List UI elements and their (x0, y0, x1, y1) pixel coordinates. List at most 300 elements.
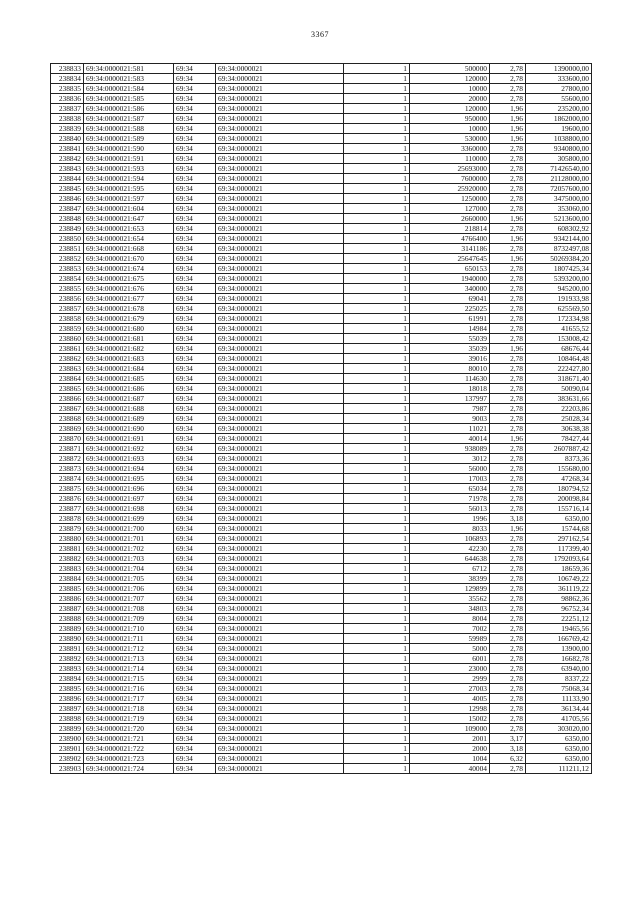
row-id-cell: 238881 (51, 544, 84, 554)
area-value-cell: 59989 (410, 634, 490, 644)
group-code-cell: 1 (344, 124, 410, 134)
cadastral-district-cell: 69:34 (174, 114, 216, 124)
specific-value-cell: 6,32 (490, 754, 526, 764)
cadastral-district-cell: 69:34 (174, 644, 216, 654)
row-id-cell: 238846 (51, 194, 84, 204)
cadastral-quarter-cell: 69:34:0000021 (216, 414, 344, 424)
area-value-cell: 18018 (410, 384, 490, 394)
cadastral-district-cell: 69:34 (174, 584, 216, 594)
cadastral-value-cell: 27800,00 (526, 84, 592, 94)
group-code-cell: 1 (344, 214, 410, 224)
specific-value-cell: 2,78 (490, 74, 526, 84)
cadastral-number-cell: 69:34:0000021:715 (84, 674, 174, 684)
cadastral-number-cell: 69:34:0000021:700 (84, 524, 174, 534)
table-row (51, 654, 592, 664)
specific-value-cell: 2,78 (490, 384, 526, 394)
cadastral-quarter-cell: 69:34:0000021 (216, 534, 344, 544)
area-value-cell: 8004 (410, 614, 490, 624)
table-row (51, 614, 592, 624)
group-code-cell: 1 (344, 634, 410, 644)
group-code-cell: 1 (344, 174, 410, 184)
table-row (51, 304, 592, 314)
area-value-cell: 7002 (410, 624, 490, 634)
cadastral-number-cell: 69:34:0000021:714 (84, 664, 174, 674)
cadastral-value-cell: 16682,78 (526, 654, 592, 664)
row-id-cell: 238889 (51, 624, 84, 634)
row-id-cell: 238874 (51, 474, 84, 484)
group-code-cell: 1 (344, 244, 410, 254)
cadastral-district-cell: 69:34 (174, 434, 216, 444)
group-code-cell: 1 (344, 84, 410, 94)
cadastral-quarter-cell: 69:34:0000021 (216, 294, 344, 304)
specific-value-cell: 2,78 (490, 694, 526, 704)
area-value-cell: 218814 (410, 224, 490, 234)
cadastral-district-cell: 69:34 (174, 654, 216, 664)
cadastral-quarter-cell: 69:34:0000021 (216, 514, 344, 524)
area-value-cell: 4005 (410, 694, 490, 704)
cadastral-value-cell: 8373,36 (526, 454, 592, 464)
cadastral-district-cell: 69:34 (174, 574, 216, 584)
area-value-cell: 56000 (410, 464, 490, 474)
specific-value-cell: 2,78 (490, 554, 526, 564)
cadastral-value-cell: 18659,36 (526, 564, 592, 574)
group-code-cell: 1 (344, 454, 410, 464)
cadastral-district-cell: 69:34 (174, 354, 216, 364)
cadastral-quarter-cell: 69:34:0000021 (216, 374, 344, 384)
row-id-cell: 238856 (51, 294, 84, 304)
cadastral-number-cell: 69:34:0000021:680 (84, 324, 174, 334)
group-code-cell: 1 (344, 394, 410, 404)
cadastral-district-cell: 69:34 (174, 254, 216, 264)
area-value-cell: 20000 (410, 94, 490, 104)
cadastral-number-cell: 69:34:0000021:723 (84, 754, 174, 764)
specific-value-cell: 2,78 (490, 354, 526, 364)
area-value-cell: 2001 (410, 734, 490, 744)
row-id-cell: 238834 (51, 74, 84, 84)
area-value-cell: 39016 (410, 354, 490, 364)
area-value-cell: 15002 (410, 714, 490, 724)
group-code-cell: 1 (344, 694, 410, 704)
group-code-cell: 1 (344, 404, 410, 414)
group-code-cell: 1 (344, 364, 410, 374)
cadastral-district-cell: 69:34 (174, 154, 216, 164)
cadastral-quarter-cell: 69:34:0000021 (216, 254, 344, 264)
group-code-cell: 1 (344, 604, 410, 614)
cadastral-number-cell: 69:34:0000021:717 (84, 694, 174, 704)
group-code-cell: 1 (344, 614, 410, 624)
row-id-cell: 238864 (51, 374, 84, 384)
group-code-cell: 1 (344, 544, 410, 554)
cadastral-district-cell: 69:34 (174, 294, 216, 304)
specific-value-cell: 2,78 (490, 764, 526, 774)
cadastral-district-cell: 69:34 (174, 634, 216, 644)
area-value-cell: 129899 (410, 584, 490, 594)
cadastral-district-cell: 69:34 (174, 144, 216, 154)
specific-value-cell: 2,78 (490, 94, 526, 104)
cadastral-quarter-cell: 69:34:0000021 (216, 424, 344, 434)
cadastral-district-cell: 69:34 (174, 754, 216, 764)
table-row (51, 204, 592, 214)
table-row (51, 714, 592, 724)
area-value-cell: 530000 (410, 134, 490, 144)
cadastral-quarter-cell: 69:34:0000021 (216, 184, 344, 194)
row-id-cell: 238898 (51, 714, 84, 724)
cadastral-district-cell: 69:34 (174, 494, 216, 504)
cadastral-number-cell: 69:34:0000021:705 (84, 574, 174, 584)
cadastral-value-cell: 2607887,42 (526, 444, 592, 454)
cadastral-quarter-cell: 69:34:0000021 (216, 494, 344, 504)
group-code-cell: 1 (344, 514, 410, 524)
specific-value-cell: 2,78 (490, 244, 526, 254)
table-row (51, 664, 592, 674)
area-value-cell: 1004 (410, 754, 490, 764)
group-code-cell: 1 (344, 424, 410, 434)
cadastral-value-cell: 945200,00 (526, 284, 592, 294)
specific-value-cell: 2,78 (490, 504, 526, 514)
cadastral-number-cell: 69:34:0000021:698 (84, 504, 174, 514)
group-code-cell: 1 (344, 624, 410, 634)
cadastral-quarter-cell: 69:34:0000021 (216, 64, 344, 74)
row-id-cell: 238862 (51, 354, 84, 364)
specific-value-cell: 2,78 (490, 574, 526, 584)
group-code-cell: 1 (344, 164, 410, 174)
row-id-cell: 238867 (51, 404, 84, 414)
area-value-cell: 106893 (410, 534, 490, 544)
table-row (51, 744, 592, 754)
group-code-cell: 1 (344, 644, 410, 654)
area-value-cell: 35039 (410, 344, 490, 354)
row-id-cell: 238872 (51, 454, 84, 464)
cadastral-value-cell: 6350,00 (526, 754, 592, 764)
cadastral-district-cell: 69:34 (174, 204, 216, 214)
cadastral-quarter-cell: 69:34:0000021 (216, 644, 344, 654)
group-code-cell: 1 (344, 194, 410, 204)
cadastral-number-cell: 69:34:0000021:682 (84, 344, 174, 354)
cadastral-district-cell: 69:34 (174, 534, 216, 544)
area-value-cell: 2000 (410, 744, 490, 754)
cadastral-quarter-cell: 69:34:0000021 (216, 454, 344, 464)
area-value-cell: 12998 (410, 704, 490, 714)
cadastral-district-cell: 69:34 (174, 704, 216, 714)
specific-value-cell: 2,78 (490, 684, 526, 694)
cadastral-number-cell: 69:34:0000021:604 (84, 204, 174, 214)
specific-value-cell: 2,78 (490, 424, 526, 434)
table-row (51, 534, 592, 544)
group-code-cell: 1 (344, 294, 410, 304)
cadastral-value-cell: 22251,12 (526, 614, 592, 624)
group-code-cell: 1 (344, 464, 410, 474)
cadastral-value-cell: 3475000,00 (526, 194, 592, 204)
cadastral-district-cell: 69:34 (174, 674, 216, 684)
row-id-cell: 238899 (51, 724, 84, 734)
table-row (51, 764, 592, 774)
cadastral-value-cell: 172334,98 (526, 314, 592, 324)
area-value-cell: 65034 (410, 484, 490, 494)
area-value-cell: 1250000 (410, 194, 490, 204)
row-id-cell: 238882 (51, 554, 84, 564)
cadastral-district-cell: 69:34 (174, 714, 216, 724)
cadastral-quarter-cell: 69:34:0000021 (216, 524, 344, 534)
table-row (51, 344, 592, 354)
cadastral-quarter-cell: 69:34:0000021 (216, 154, 344, 164)
table-row (51, 704, 592, 714)
cadastral-quarter-cell: 69:34:0000021 (216, 604, 344, 614)
specific-value-cell: 2,78 (490, 534, 526, 544)
row-id-cell: 238863 (51, 364, 84, 374)
group-code-cell: 1 (344, 224, 410, 234)
cadastral-value-cell: 21128000,00 (526, 174, 592, 184)
page-number: 3367 (311, 30, 329, 39)
cadastral-district-cell: 69:34 (174, 364, 216, 374)
cadastral-number-cell: 69:34:0000021:701 (84, 534, 174, 544)
specific-value-cell: 2,78 (490, 364, 526, 374)
row-id-cell: 238845 (51, 184, 84, 194)
cadastral-number-cell: 69:34:0000021:654 (84, 234, 174, 244)
area-value-cell: 56013 (410, 504, 490, 514)
cadastral-number-cell: 69:34:0000021:677 (84, 294, 174, 304)
cadastral-district-cell: 69:34 (174, 284, 216, 294)
row-id-cell: 238838 (51, 114, 84, 124)
cadastral-district-cell: 69:34 (174, 344, 216, 354)
specific-value-cell: 2,78 (490, 644, 526, 654)
cadastral-district-cell: 69:34 (174, 124, 216, 134)
area-value-cell: 55039 (410, 334, 490, 344)
area-value-cell: 6712 (410, 564, 490, 574)
cadastral-district-cell: 69:34 (174, 624, 216, 634)
row-id-cell: 238890 (51, 634, 84, 644)
area-value-cell: 9003 (410, 414, 490, 424)
cadastral-value-cell: 8732497,08 (526, 244, 592, 254)
specific-value-cell: 2,78 (490, 154, 526, 164)
cadastral-number-cell: 69:34:0000021:668 (84, 244, 174, 254)
cadastral-number-cell: 69:34:0000021:719 (84, 714, 174, 724)
group-code-cell: 1 (344, 484, 410, 494)
area-value-cell: 1996 (410, 514, 490, 524)
cadastral-quarter-cell: 69:34:0000021 (216, 704, 344, 714)
cadastral-value-cell: 6350,00 (526, 734, 592, 744)
table-row (51, 254, 592, 264)
specific-value-cell: 1,96 (490, 124, 526, 134)
specific-value-cell: 2,78 (490, 464, 526, 474)
table-row (51, 494, 592, 504)
cadastral-value-cell: 383631,66 (526, 394, 592, 404)
group-code-cell: 1 (344, 64, 410, 74)
cadastral-number-cell: 69:34:0000021:691 (84, 434, 174, 444)
cadastral-quarter-cell: 69:34:0000021 (216, 734, 344, 744)
cadastral-district-cell: 69:34 (174, 464, 216, 474)
table-row (51, 124, 592, 134)
area-value-cell: 340000 (410, 284, 490, 294)
table-row (51, 474, 592, 484)
cadastral-district-cell: 69:34 (174, 414, 216, 424)
cadastral-quarter-cell: 69:34:0000021 (216, 394, 344, 404)
cadastral-quarter-cell: 69:34:0000021 (216, 364, 344, 374)
specific-value-cell: 2,78 (490, 204, 526, 214)
area-value-cell: 23000 (410, 664, 490, 674)
cadastral-value-cell: 41655,52 (526, 324, 592, 334)
cadastral-quarter-cell: 69:34:0000021 (216, 244, 344, 254)
area-value-cell: 17003 (410, 474, 490, 484)
group-code-cell: 1 (344, 144, 410, 154)
cadastral-number-cell: 69:34:0000021:693 (84, 454, 174, 464)
cadastral-number-cell: 69:34:0000021:713 (84, 654, 174, 664)
cadastral-district-cell: 69:34 (174, 554, 216, 564)
cadastral-value-cell: 13900,00 (526, 644, 592, 654)
group-code-cell: 1 (344, 494, 410, 504)
cadastral-quarter-cell: 69:34:0000021 (216, 164, 344, 174)
group-code-cell: 1 (344, 754, 410, 764)
table-row (51, 314, 592, 324)
cadastral-number-cell: 69:34:0000021:586 (84, 104, 174, 114)
area-value-cell: 42230 (410, 544, 490, 554)
cadastral-number-cell: 69:34:0000021:681 (84, 334, 174, 344)
group-code-cell: 1 (344, 714, 410, 724)
cadastral-value-cell: 1038800,00 (526, 134, 592, 144)
cadastral-quarter-cell: 69:34:0000021 (216, 274, 344, 284)
table-row (51, 374, 592, 384)
cadastral-value-cell: 36134,44 (526, 704, 592, 714)
table-row (51, 134, 592, 144)
row-id-cell: 238893 (51, 664, 84, 674)
cadastral-number-cell: 69:34:0000021:712 (84, 644, 174, 654)
cadastral-number-cell: 69:34:0000021:709 (84, 614, 174, 624)
cadastral-quarter-cell: 69:34:0000021 (216, 484, 344, 494)
cadastral-value-cell: 75068,34 (526, 684, 592, 694)
cadastral-quarter-cell: 69:34:0000021 (216, 124, 344, 134)
specific-value-cell: 2,78 (490, 404, 526, 414)
cadastral-value-cell: 19600,00 (526, 124, 592, 134)
cadastral-district-cell: 69:34 (174, 564, 216, 574)
group-code-cell: 1 (344, 674, 410, 684)
group-code-cell: 1 (344, 384, 410, 394)
group-code-cell: 1 (344, 204, 410, 214)
table-row (51, 434, 592, 444)
table-row (51, 244, 592, 254)
specific-value-cell: 2,78 (490, 294, 526, 304)
cadastral-quarter-cell: 69:34:0000021 (216, 614, 344, 624)
table-row (51, 324, 592, 334)
group-code-cell: 1 (344, 374, 410, 384)
row-id-cell: 238885 (51, 584, 84, 594)
specific-value-cell: 2,78 (490, 64, 526, 74)
area-value-cell: 2999 (410, 674, 490, 684)
row-id-cell: 238869 (51, 424, 84, 434)
area-value-cell: 3360000 (410, 144, 490, 154)
cadastral-value-cell: 15744,68 (526, 524, 592, 534)
cadastral-quarter-cell: 69:34:0000021 (216, 194, 344, 204)
cadastral-number-cell: 69:34:0000021:676 (84, 284, 174, 294)
row-id-cell: 238860 (51, 334, 84, 344)
area-value-cell: 10000 (410, 84, 490, 94)
table-row (51, 464, 592, 474)
cadastral-value-cell: 111211,12 (526, 764, 592, 774)
cadastral-value-cell: 68676,44 (526, 344, 592, 354)
table-row (51, 354, 592, 364)
cadastral-district-cell: 69:34 (174, 514, 216, 524)
group-code-cell: 1 (344, 334, 410, 344)
cadastral-value-cell: 72057600,00 (526, 184, 592, 194)
cadastral-value-cell: 297162,54 (526, 534, 592, 544)
area-value-cell: 11021 (410, 424, 490, 434)
table-row (51, 234, 592, 244)
row-id-cell: 238884 (51, 574, 84, 584)
cadastral-quarter-cell: 69:34:0000021 (216, 474, 344, 484)
cadastral-quarter-cell: 69:34:0000021 (216, 354, 344, 364)
cadastral-quarter-cell: 69:34:0000021 (216, 304, 344, 314)
specific-value-cell: 1,96 (490, 344, 526, 354)
cadastral-district-cell: 69:34 (174, 274, 216, 284)
specific-value-cell: 2,78 (490, 444, 526, 454)
table-row (51, 84, 592, 94)
group-code-cell: 1 (344, 534, 410, 544)
cadastral-number-cell: 69:34:0000021:590 (84, 144, 174, 154)
row-id-cell: 238855 (51, 284, 84, 294)
row-id-cell: 238902 (51, 754, 84, 764)
cadastral-value-cell: 166769,42 (526, 634, 592, 644)
cadastral-quarter-cell: 69:34:0000021 (216, 134, 344, 144)
cadastral-number-cell: 69:34:0000021:703 (84, 554, 174, 564)
cadastral-value-cell: 19465,56 (526, 624, 592, 634)
table-row (51, 684, 592, 694)
table-row (51, 394, 592, 404)
cadastral-value-cell: 108464,48 (526, 354, 592, 364)
specific-value-cell: 2,78 (490, 704, 526, 714)
cadastral-value-table (50, 63, 592, 774)
row-id-cell: 238850 (51, 234, 84, 244)
row-id-cell: 238870 (51, 434, 84, 444)
area-value-cell: 225025 (410, 304, 490, 314)
specific-value-cell: 1,96 (490, 434, 526, 444)
specific-value-cell: 2,78 (490, 144, 526, 154)
cadastral-number-cell: 69:34:0000021:688 (84, 404, 174, 414)
row-id-cell: 238840 (51, 134, 84, 144)
specific-value-cell: 1,96 (490, 524, 526, 534)
area-value-cell: 120000 (410, 74, 490, 84)
table-row (51, 454, 592, 464)
cadastral-value-cell: 318671,40 (526, 374, 592, 384)
cadastral-district-cell: 69:34 (174, 684, 216, 694)
table-row (51, 334, 592, 344)
row-id-cell: 238897 (51, 704, 84, 714)
row-id-cell: 238849 (51, 224, 84, 234)
cadastral-number-cell: 69:34:0000021:699 (84, 514, 174, 524)
table-row (51, 484, 592, 494)
cadastral-district-cell: 69:34 (174, 454, 216, 464)
cadastral-district-cell: 69:34 (174, 64, 216, 74)
cadastral-quarter-cell: 69:34:0000021 (216, 764, 344, 774)
cadastral-district-cell: 69:34 (174, 694, 216, 704)
cadastral-value-cell: 333600,00 (526, 74, 592, 84)
cadastral-quarter-cell: 69:34:0000021 (216, 444, 344, 454)
group-code-cell: 1 (344, 584, 410, 594)
table-row (51, 104, 592, 114)
specific-value-cell: 3,18 (490, 744, 526, 754)
specific-value-cell: 2,78 (490, 584, 526, 594)
cadastral-value-cell: 1862000,00 (526, 114, 592, 124)
area-value-cell: 5000 (410, 644, 490, 654)
cadastral-district-cell: 69:34 (174, 184, 216, 194)
group-code-cell: 1 (344, 254, 410, 264)
row-id-cell: 238880 (51, 534, 84, 544)
group-code-cell: 1 (344, 724, 410, 734)
table-row (51, 154, 592, 164)
group-code-cell: 1 (344, 434, 410, 444)
cadastral-district-cell: 69:34 (174, 404, 216, 414)
table-row (51, 594, 592, 604)
cadastral-value-cell: 222427,80 (526, 364, 592, 374)
cadastral-quarter-cell: 69:34:0000021 (216, 384, 344, 394)
cadastral-quarter-cell: 69:34:0000021 (216, 174, 344, 184)
